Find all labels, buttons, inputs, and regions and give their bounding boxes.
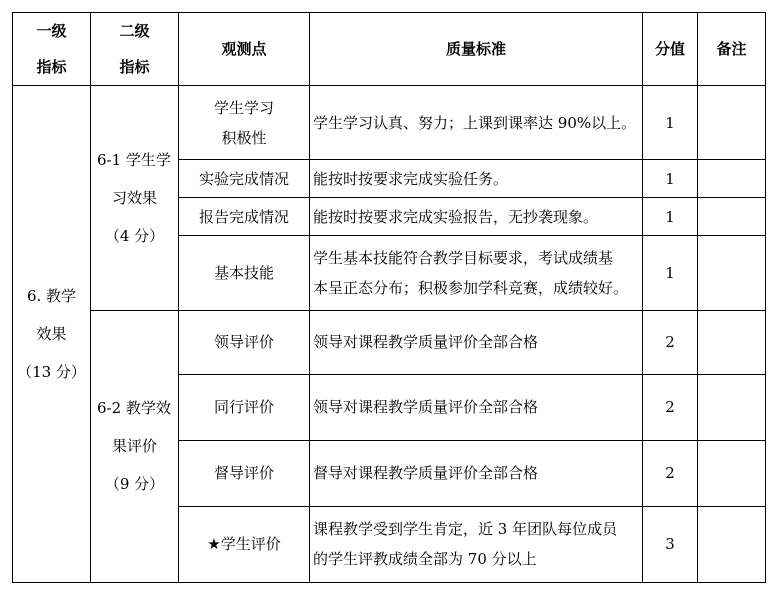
remark-cell — [698, 440, 766, 506]
remark-cell — [698, 86, 766, 160]
score-cell: 1 — [643, 86, 698, 160]
point-cell: 领导评价 — [179, 310, 310, 374]
remark-cell — [698, 160, 766, 198]
standard-cell: 课程教学受到学生肯定，近 3 年团队每位成员 的学生评教成绩全部为 70 分以上 — [310, 506, 643, 582]
header-quality-standard: 质量标准 — [310, 13, 643, 86]
point-cell: 报告完成情况 — [179, 198, 310, 236]
point-cell: 基本技能 — [179, 236, 310, 310]
point-cell: 同行评价 — [179, 374, 310, 440]
standard-cell: 能按时按要求完成实验任务。 — [310, 160, 643, 198]
table-row — [13, 86, 766, 160]
score-cell: 3 — [643, 506, 698, 582]
score-cell: 2 — [643, 440, 698, 506]
star-icon: ★ — [207, 535, 221, 554]
score-cell: 2 — [643, 374, 698, 440]
remark-cell — [698, 506, 766, 582]
standard-cell: 能按时按要求完成实验报告，无抄袭现象。 — [310, 198, 643, 236]
table-row — [13, 310, 766, 374]
point-cell: 实验完成情况 — [179, 160, 310, 198]
level2-cell-6-2: 6-2 教学效 果评价 （9 分） — [91, 310, 179, 583]
point-cell: 督导评价 — [179, 440, 310, 506]
level2-cell-6-1: 6-1 学生学 习效果 （4 分） — [91, 86, 179, 310]
header-observation-point: 观测点 — [179, 13, 310, 86]
standard-cell: 督导对课程教学质量评价全部合格 — [310, 440, 643, 506]
remark-cell — [698, 198, 766, 236]
point-cell: 学生学习 积极性 — [179, 86, 310, 160]
score-cell: 2 — [643, 310, 698, 374]
standard-cell: 领导对课程教学质量评价全部合格 — [310, 374, 643, 440]
score-cell: 1 — [643, 160, 698, 198]
point-cell: ★学生评价 — [179, 506, 310, 582]
standard-cell: 学生学习认真、努力；上课到课率达 90%以上。 — [310, 86, 643, 160]
header-level2: 二级 指标 — [91, 13, 179, 86]
remark-cell — [698, 310, 766, 374]
header-remark: 备注 — [698, 13, 766, 86]
level1-cell: 6. 教学 效果 （13 分） — [13, 86, 91, 583]
header-score: 分值 — [643, 13, 698, 86]
standard-cell: 学生基本技能符合教学目标要求，考试成绩基 本呈正态分布；积极参加学科竞赛，成绩较好。 — [310, 236, 643, 310]
remark-cell — [698, 374, 766, 440]
standard-cell: 领导对课程教学质量评价全部合格 — [310, 310, 643, 374]
evaluation-table — [12, 12, 766, 583]
header-row — [13, 13, 766, 86]
score-cell: 1 — [643, 236, 698, 310]
header-level1: 一级 指标 — [13, 13, 91, 86]
remark-cell — [698, 236, 766, 310]
score-cell: 1 — [643, 198, 698, 236]
